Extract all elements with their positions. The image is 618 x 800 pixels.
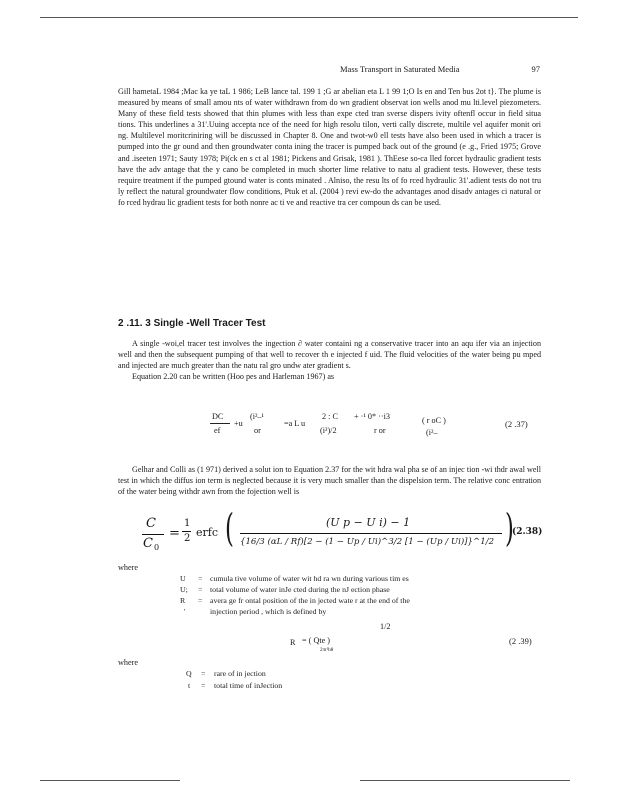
- def-equals: =: [198, 585, 203, 594]
- def-symbol: U: [180, 574, 186, 583]
- eq238-lhs-num: C: [146, 516, 156, 531]
- def-equals: =: [198, 596, 203, 605]
- eq237-number: (2 .37): [505, 419, 528, 429]
- def-symbol: ': [184, 607, 186, 616]
- definition-row: [186, 668, 526, 680]
- eq237-mid-bot: or: [254, 426, 261, 435]
- section-heading: 2 .11. 3 Single -Well Tracer Test: [118, 318, 266, 329]
- equation-2-39: [290, 622, 545, 656]
- eq237-frac-bot: (i²)/2: [320, 426, 337, 435]
- paragraph-2-text: A single -woi,el tracer test involves the ingection ∂ water containi ng a conservative tracer into an aqu ifer via an injection well and then the subsequent pumping of that well to recover th e injected f uid. The fluid velocities of the water being pu mped and injected are much greater than the natu ral gro undw ater gradient s.: [118, 339, 541, 371]
- eq238-half-den: 2: [184, 533, 191, 544]
- eq237-lhs-top: DC: [212, 412, 224, 421]
- header-title: Mass Transport in Saturated Media: [340, 64, 460, 74]
- eq237-rest-bot: r or: [374, 426, 386, 435]
- def-equals: =: [198, 574, 203, 583]
- eq239-lhs: R: [290, 638, 296, 647]
- def-symbol: Q: [186, 669, 192, 678]
- paragraph-3-text: Equation 2.20 can be written (Hoo pes and Harleman 1967) as: [132, 372, 335, 382]
- def-desc: avera ge fr ontal position of the in jected wate r at the end of the: [210, 596, 410, 605]
- eq237-rhs: =a L u: [284, 419, 306, 428]
- eq238-func: erfc: [196, 526, 218, 539]
- paragraph-2: [118, 338, 541, 382]
- page-number: 97: [531, 64, 540, 74]
- definition-row: [186, 680, 526, 692]
- eq238-half-num: 1: [184, 518, 191, 529]
- eq238-num: (U p − U i) − 1: [326, 516, 411, 529]
- eq238-close-paren: ): [504, 506, 514, 550]
- top-rule: [40, 17, 578, 18]
- def-symbol: t: [188, 681, 191, 690]
- definition-row: [180, 584, 550, 595]
- eq238-lhs-sub: 0: [154, 543, 160, 552]
- eq239-sub: 2πr²bθ: [320, 648, 334, 653]
- eq237-lhs-bot: ef: [214, 426, 221, 435]
- def-equals: =: [201, 669, 206, 678]
- eq237-tail-top: ( r oC ): [422, 416, 446, 425]
- paragraph-4: [118, 464, 541, 497]
- def-symbol: R: [180, 596, 186, 605]
- def-equals: =: [201, 681, 206, 690]
- running-header: [340, 64, 540, 74]
- eq238-main-bar: [240, 533, 502, 534]
- def-symbol: U;: [180, 585, 188, 594]
- def-desc: injection period , which is defined by: [210, 607, 327, 616]
- eq239-number: (2 .39): [509, 636, 532, 646]
- eq238-equals: =: [169, 526, 180, 541]
- eq238-lhs-den: C: [143, 536, 153, 551]
- eq237-frac-top: 2 : C: [322, 412, 338, 421]
- definitions-2: [186, 668, 526, 692]
- eq238-den: {16/3 (αL / Rf)[2 − (1 − Up / Ui)^3/2 [1 − (Up / Ui)]}^1/2: [240, 537, 495, 547]
- def-desc: total volume of water inJe cted during the nJ ection phase: [210, 585, 390, 594]
- equation-2-37: [212, 412, 542, 442]
- eq239-eq: = ( Qte ): [302, 636, 331, 645]
- eq237-frac-bar-1: [210, 423, 230, 424]
- eq238-number: (2.38): [512, 527, 543, 537]
- eq238-open-paren: (: [224, 506, 234, 550]
- paragraph-1-text: Gill hametaL 1984 ;Mac ka ye taL 1 986; LeB lance tal. 199 1 ;G ar abelian eta L 1 99 1;O Is en and Ten bus 2ot t}. The plume is measured by means of small amou nts of water withdrawn from do wn gradient observat ion wells anod mu lti.level piezometers. Many of these field tests showed that thin plumes with less than expe cted tran sverse dispers ivity oftenfl occur in field situa tions. This underlines a 31'.Uuing accepta nce of the need for high resolu tilon, verti cally discrete, multile vel aquifer monit ori ng. Multilevel moritcriniring will be discussed in Chapter 8. One and twot-w0 ell tests have also been used in which a tracer is pumped into the gr ound and then groundwater conta ining the tracer is pumped back out of the ground (e .g., Fried 1975; Grove and .iseeten 1971; Sauty 1978; Pi(ck en s ct al 1981; Pickens and Grisak, 1981 ). ThEese so-ca lled forcet hydraulic gradient tests have the adv antage that the y cano be completed in much shorter lime relative to natu al gradient tests. However, these tests require treatment if the pumped gtound water is conts minated . Alniso, the resu lts of fo rced hydraulic 31'.adient tests do not tru ly reflect the natural groundwater flow conditions, Ptuk et al. (2004 ) revi ew-do the advantages anod disadv antages ci natural or fo rced hydrau lic gradient tests for both nonre ac ti ve and reactive tra cer compoun ds can be used.: [118, 87, 541, 207]
- eq237-rest-top: + ·¹ 0* ··i3: [354, 412, 390, 421]
- bottom-rule-right: [360, 780, 570, 781]
- where-label-2: where: [118, 658, 139, 667]
- def-desc: cumula tive volume of water wit hd ra wn during various tim es: [210, 574, 409, 583]
- where-label-1: where: [118, 563, 139, 572]
- eq239-exp: 1/2: [380, 622, 391, 631]
- paragraph-4-text: Gelhar and Colli as (1 971) derived a solut ion to Equation 2.37 for the wit hdra wal pha se of an injec tion -wi thdr awal well test in which the diffus ion term is neglected because it is very much smaller than the dispelsion term. The relative conc entration of the water being withdr awn from the fojection well is: [118, 465, 541, 497]
- definition-row: [180, 573, 550, 584]
- eq238-lhs-bar: [142, 534, 164, 535]
- eq237-mid-top: (i²–¹: [250, 412, 265, 421]
- eq238-half-bar: [182, 531, 191, 532]
- bottom-rule-left: [40, 780, 180, 781]
- def-desc: rare of in jection: [214, 669, 266, 678]
- def-desc: total time of inJection: [214, 681, 283, 690]
- definition-row: [180, 595, 550, 606]
- paragraph-1: [118, 86, 541, 208]
- eq237-tail-bot: (i²–: [426, 428, 438, 437]
- definitions-1: [180, 573, 550, 617]
- equation-2-38: [136, 506, 546, 558]
- eq237-plus-u: +u: [234, 419, 243, 428]
- definition-row: [180, 606, 550, 617]
